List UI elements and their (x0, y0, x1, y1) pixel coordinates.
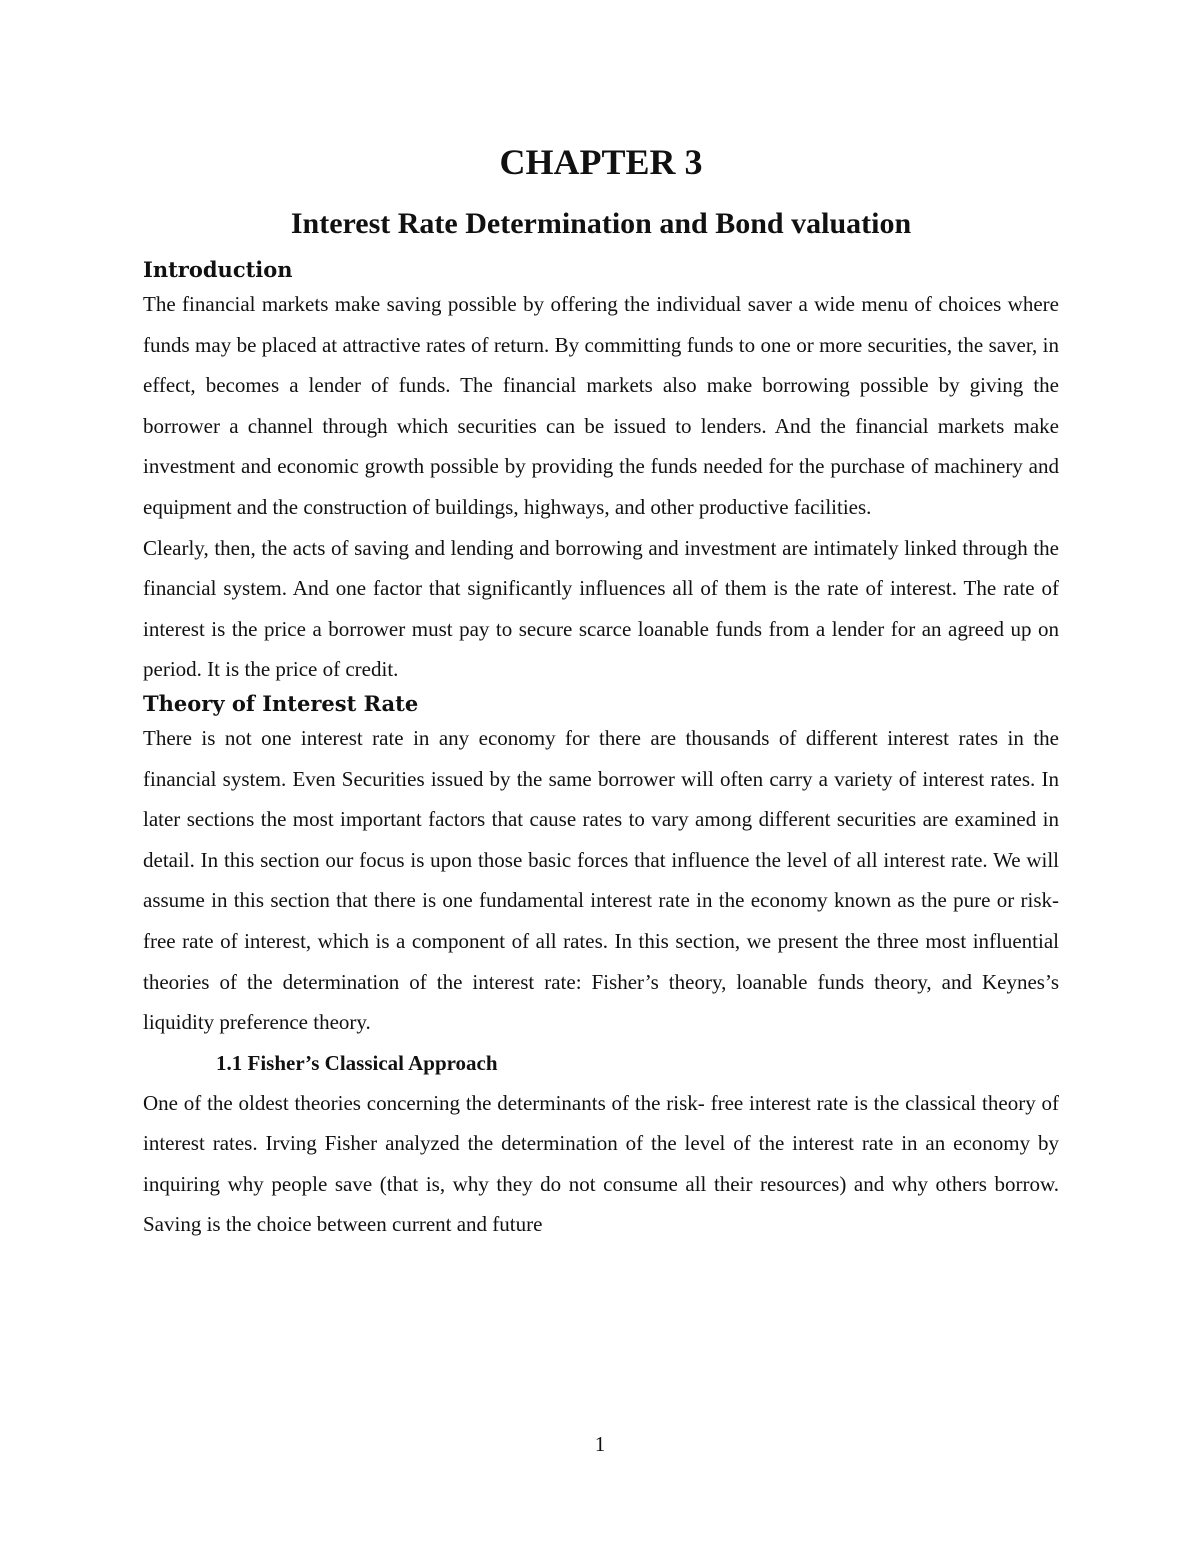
introduction-paragraph-1: The financial markets make saving possible by offering the individual saver a wide menu of choices where funds may be placed at attractive rates of return. By committing funds to one or more securities, the saver, in effect, becomes a lender of funds. The financial markets also make borrowing possible by giving the borrower a channel through which securities can be issued to lenders. And the financial markets make investment and economic growth possible by providing the funds needed for the purchase of machinery and equipment and the construction of buildings, highways, and other productive facilities. (143, 292, 1059, 519)
chapter-title: CHAPTER 3 (499, 142, 703, 182)
fisher-approach-paragraph: One of the oldest theories concerning the determinants of the risk- free interest rate is the classical theory of interest rates. Irving Fisher analyzed the determination of the level of the interest rate in an economy by inquiring why people save (that is, why they do not consume all their resources) and why others borrow. Saving is the choice between current and future (143, 1090, 1059, 1237)
fisher-approach-heading: 1.1 Fisher’s Classical Approach (216, 1050, 498, 1075)
introduction-heading: Introduction (143, 257, 293, 282)
introduction-paragraph-2: Clearly, then, the acts of saving and lending and borrowing and investment are intimately linked through the financial system. And one factor that significantly influences all of them is the rate of interest. The rate of interest is the price a borrower must pay to secure scarce loanable funds from a lender for an agreed up on period. It is the price of credit. (143, 535, 1059, 682)
page-number: 1 (594, 1432, 606, 1456)
theory-paragraph-1: There is not one interest rate in any economy for there are thousands of different interest rates in the financial system. Even Securities issued by the same borrower will often carry a variety of interest rates. In later sections the most important factors that cause rates to vary among different securities are examined in detail. In this section our focus is upon those basic forces that influence the level of all interest rate. We will assume in this section that there is one fundamental interest rate in the economy known as the pure or risk- free rate of interest, which is a component of all rates. In this section, we present the three most influential theories of the determination of the interest rate: Fisher’s theory, loanable funds theory, and Keynes’s liquidity preference theory. (143, 725, 1059, 1035)
page-content (143, 138, 1059, 1245)
chapter-subtitle: Interest Rate Determination and Bond valuation (290, 207, 912, 240)
theory-heading: Theory of Interest Rate (143, 690, 419, 716)
